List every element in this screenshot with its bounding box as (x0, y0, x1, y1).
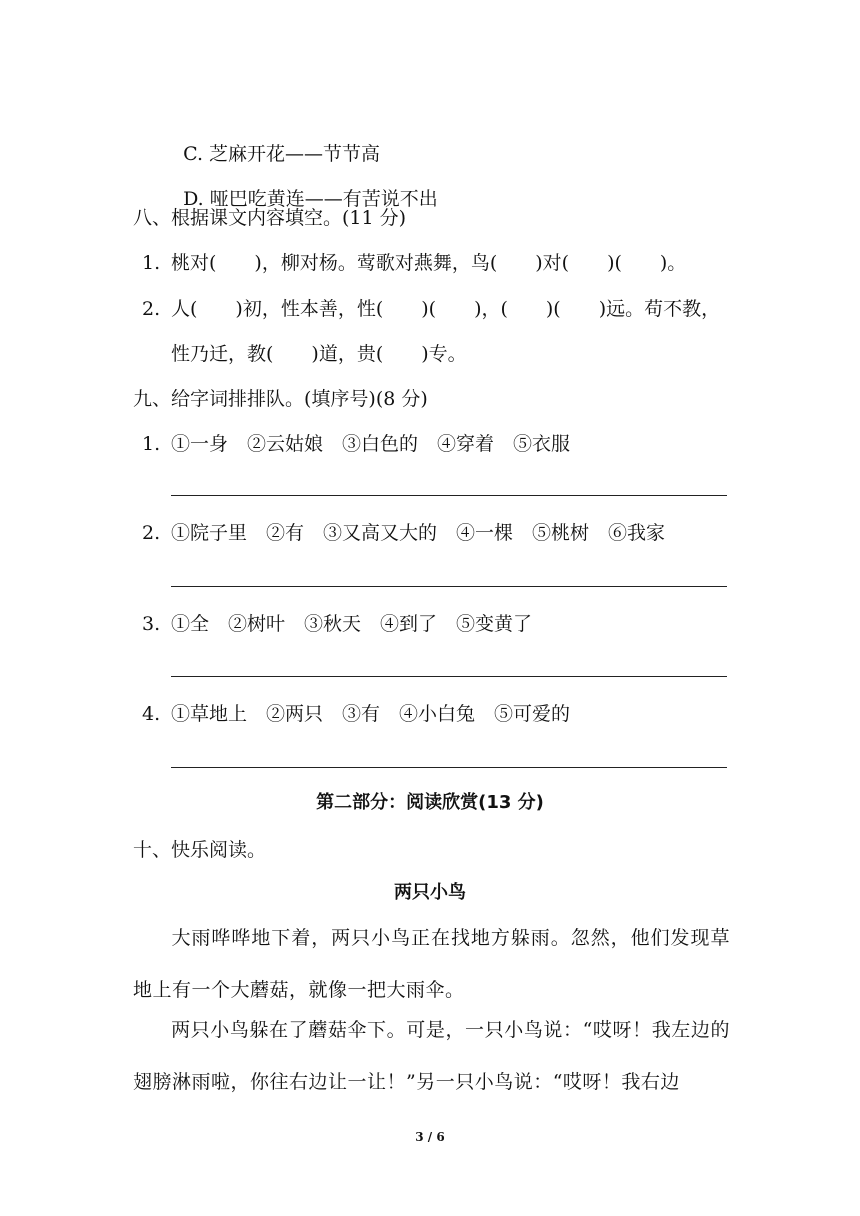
fill-blank-item: 桃对( )，柳对杨。莺歌对燕舞，鸟( )对( )( )。 (171, 252, 687, 274)
item-number: 3. (142, 613, 161, 635)
answer-line[interactable] (171, 495, 727, 496)
option-text: 芝麻开花——节节高 (209, 143, 381, 165)
option-letter: C. (183, 143, 203, 165)
answer-line[interactable] (171, 767, 727, 768)
story-paragraph: 两只小鸟躲在了蘑菇伞下。可是，一只小鸟说：“哎呀！我左边的翅膀淋雨啦，你往右边让一让！”另一只小鸟说：“哎呀！我右边 (133, 1019, 730, 1093)
fill-blank-item-continued: 性乃迁，教( )道，贵( )专。 (171, 343, 467, 365)
option-text: 哑巴吃黄连——有苦说不出 (209, 188, 438, 210)
item-number: 1. (142, 252, 161, 274)
word-order-item: ①一身 ②云姑娘 ③白色的 ④穿着 ⑤衣服 (171, 433, 571, 455)
fill-blank-item: 人( )初，性本善，性( )( )，( )( )远。苟不教， (171, 298, 721, 320)
option-letter: D. (183, 188, 204, 210)
story-title: 两只小鸟 (394, 882, 466, 903)
page-number: 3 / 6 (415, 1130, 445, 1144)
answer-line[interactable] (171, 676, 727, 677)
section-10-title: 十、快乐阅读。 (133, 839, 267, 861)
item-number: 2. (142, 522, 161, 544)
item-number: 4. (142, 703, 161, 725)
word-order-item: ①全 ②树叶 ③秋天 ④到了 ⑤变黄了 (171, 613, 533, 635)
word-order-item: ①院子里 ②有 ③又高又大的 ④一棵 ⑤桃树 ⑥我家 (171, 522, 666, 544)
word-order-item: ①草地上 ②两只 ③有 ④小白兔 ⑤可爱的 (171, 703, 571, 725)
story-paragraph: 大雨哗哗地下着，两只小鸟正在找地方躲雨。忽然，他们发现草地上有一个大蘑菇，就像一把大雨伞。 (133, 927, 730, 1001)
section-8-title: 八、根据课文内容填空。(11 分) (133, 207, 407, 229)
answer-line[interactable] (171, 586, 727, 587)
item-number: 1. (142, 433, 161, 455)
item-number: 2. (142, 298, 161, 320)
part-2-heading: 第二部分：阅读欣赏(13 分) (316, 792, 544, 813)
section-9-title: 九、给字词排排队。(填序号)(8 分) (133, 388, 428, 410)
